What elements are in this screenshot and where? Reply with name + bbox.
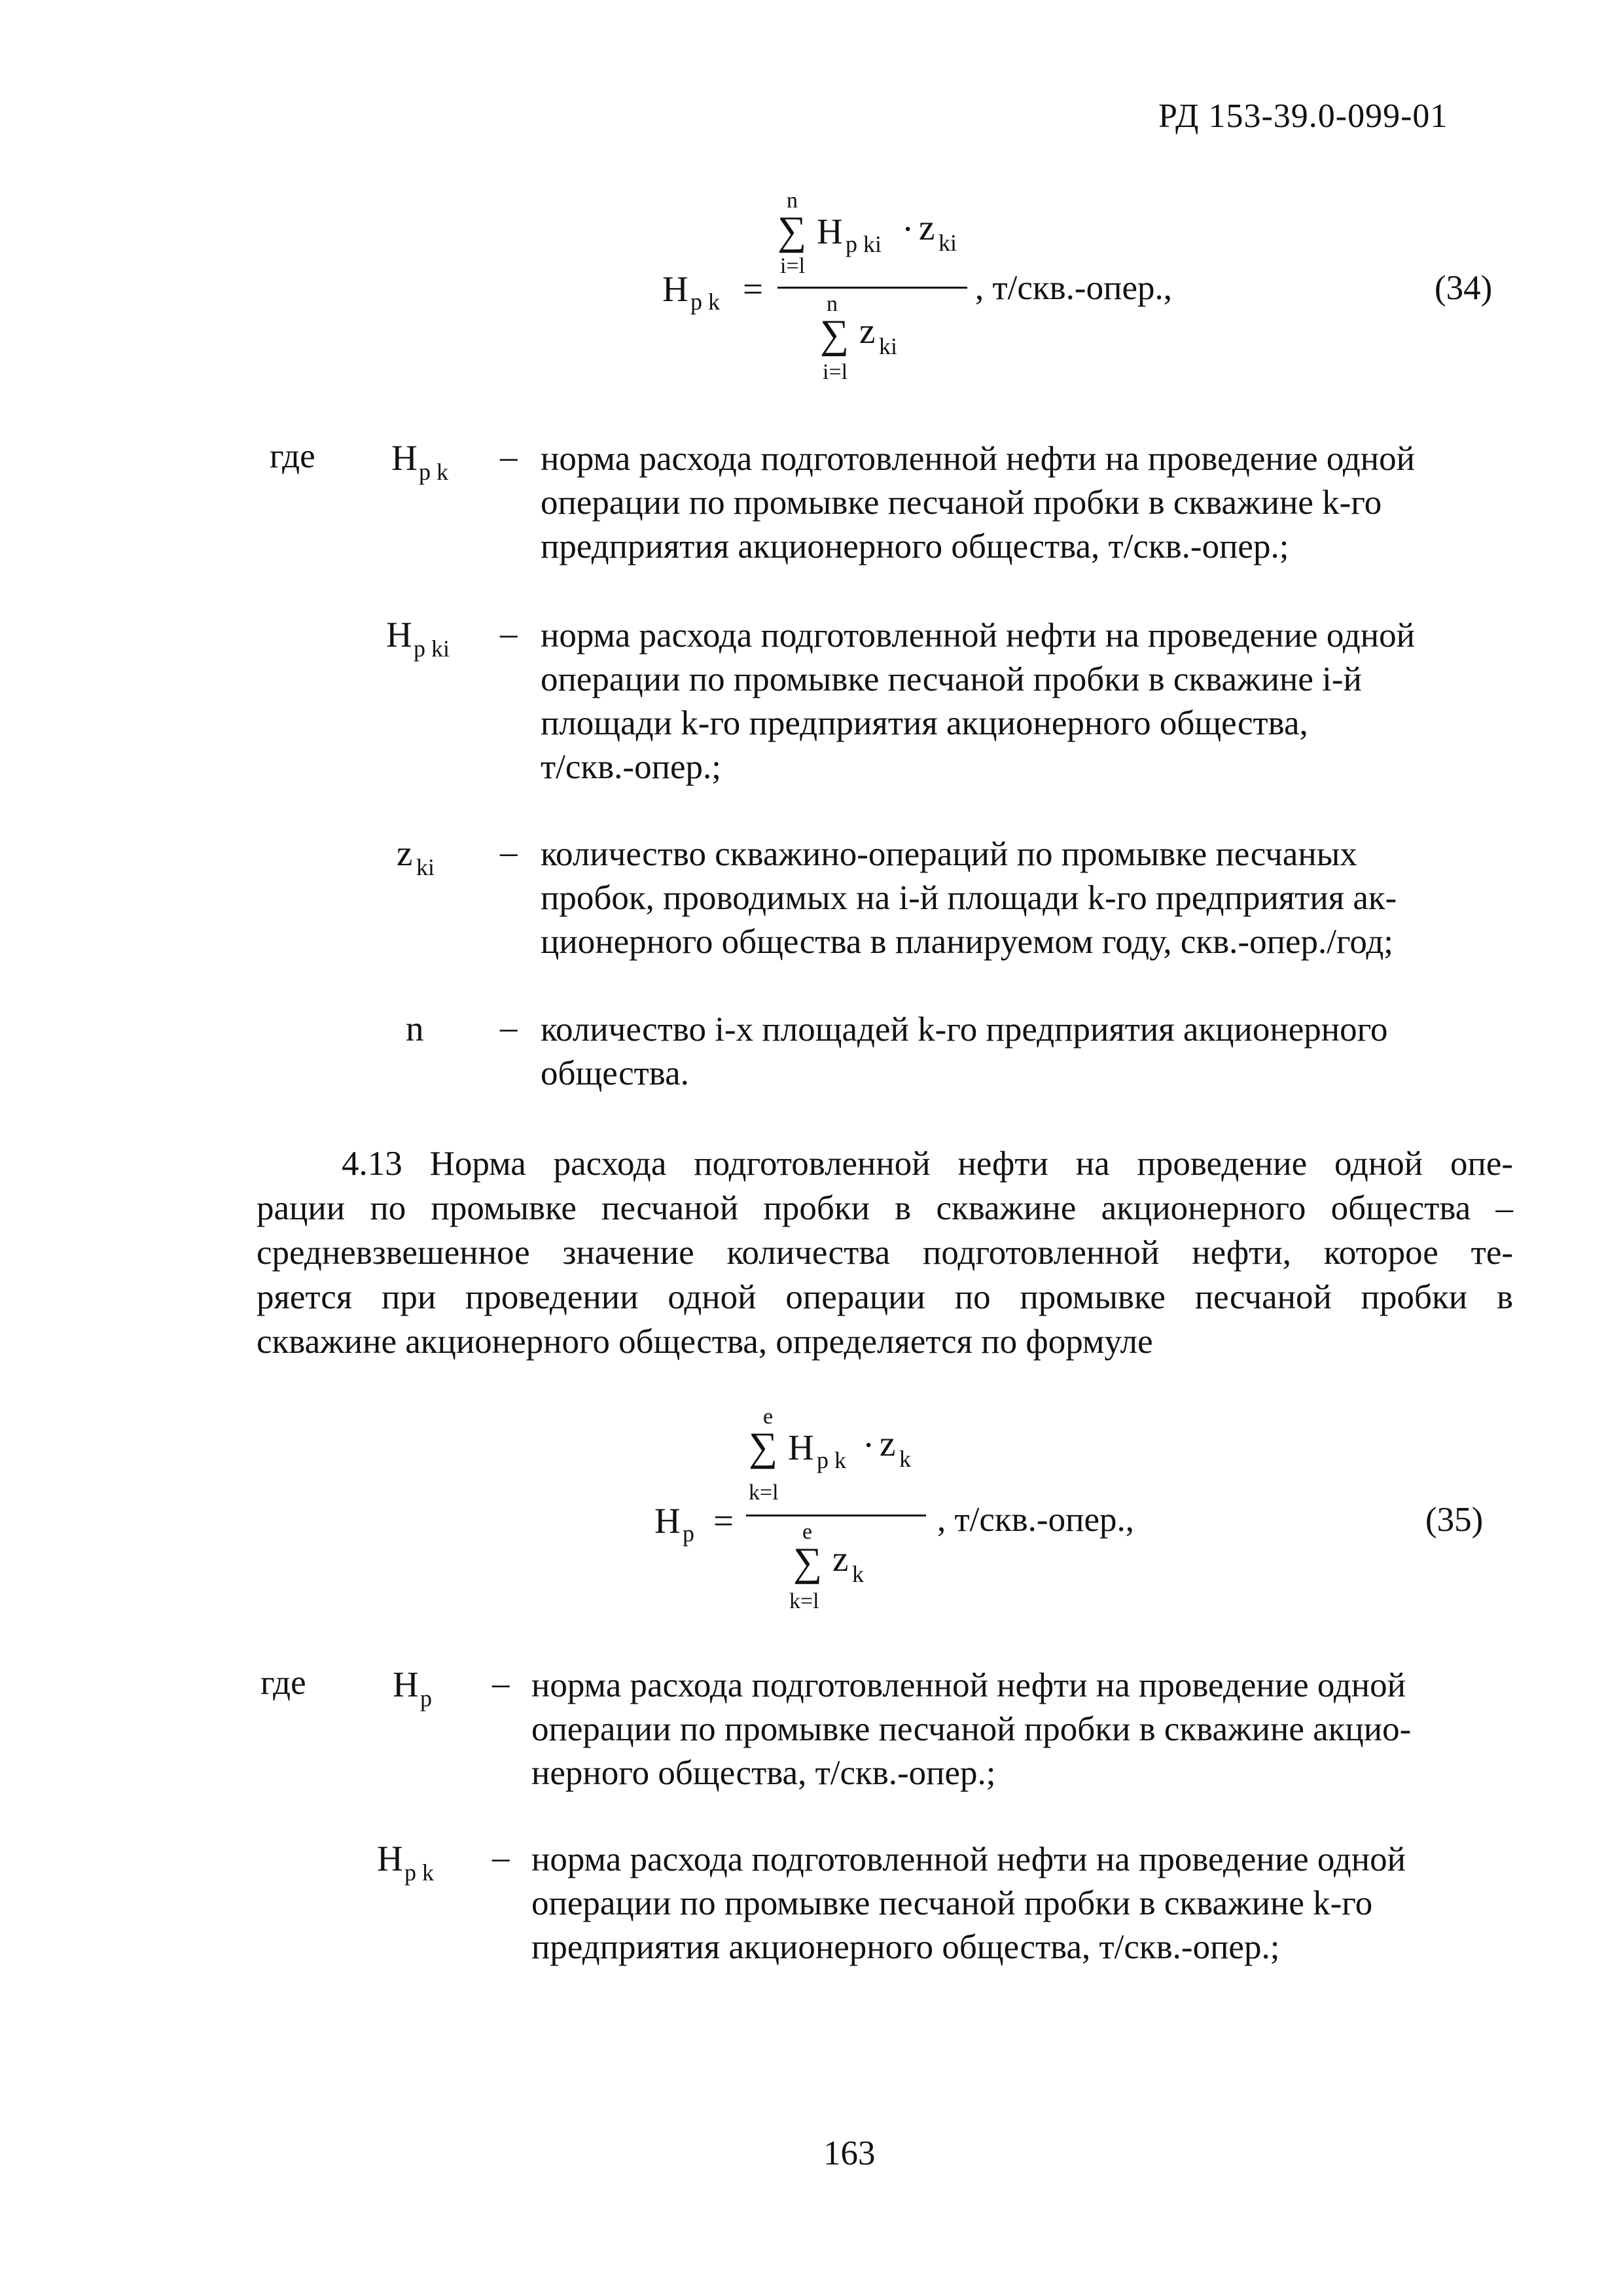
numerator-z: z <box>880 1424 896 1463</box>
numerator-z-subscript: k <box>899 1446 911 1472</box>
numerator-H: H <box>817 211 843 251</box>
definition-text <box>541 614 1623 789</box>
equation-number-34: (34) <box>1435 269 1493 307</box>
definition-text <box>531 1838 1623 1969</box>
definition-line: норма расхода подготовленной нефти на проведение одной <box>531 1666 1406 1704</box>
numerator-H: H <box>788 1427 814 1467</box>
paragraph-line: ряется при проведении одной операции по промывке песчаной пробки в <box>257 1278 1513 1316</box>
lhs-H-subscript: p <box>683 1520 694 1547</box>
equals-sign: = <box>743 269 764 309</box>
sum-lower-limit: k=l <box>749 1480 779 1505</box>
sum-upper-limit: n <box>787 188 798 213</box>
fraction-bar <box>746 1515 926 1516</box>
symbol-subscript: p k <box>404 1859 434 1886</box>
equation-number-35: (35) <box>1425 1501 1484 1539</box>
paragraph-4-13 <box>257 1141 1513 1364</box>
lhs-H: H <box>662 269 688 309</box>
lhs-H: H <box>654 1501 681 1541</box>
definition-line: количество i-х площадей k-го предприятия акционерного <box>541 1011 1388 1049</box>
numerator-z: z <box>919 207 935 247</box>
definition-line: количество скважино-операций по промывке песчаных <box>541 835 1357 873</box>
den-sum-lower-limit: k=l <box>789 1589 819 1613</box>
where-label: где <box>260 1664 306 1702</box>
definition-text <box>541 833 1623 964</box>
denominator-z-subscript: k <box>852 1561 864 1587</box>
document-code: РД 153-39.0-099-01 <box>1158 98 1448 135</box>
dash: – <box>500 1009 518 1047</box>
numerator-z-subscript: ki <box>938 230 957 256</box>
paragraph-line: средневзвешенное значение количества подготовленной нефти, которое те- <box>257 1234 1513 1272</box>
sigma-symbol: ∑ <box>820 312 849 357</box>
definition-line: предприятия акционерного общества, т/скв.-опер.; <box>541 528 1289 565</box>
dash: – <box>500 438 518 476</box>
definition-text <box>541 1008 1623 1096</box>
den-sum-upper-limit: n <box>827 292 838 316</box>
paragraph-line: рации по промывке песчаной пробки в скважине акционерного общества – <box>257 1189 1513 1227</box>
definition-line: операции по промывке песчаной пробки в скважине k-го <box>541 484 1382 522</box>
symbol-H: H <box>391 438 418 478</box>
definition-line: норма расхода подготовленной нефти на проведение одной <box>541 440 1416 478</box>
definition-line: операции по промывке песчаной пробки в скважине i-й <box>541 660 1362 698</box>
numerator-H-subscript: p ki <box>846 231 882 257</box>
denominator-z: z <box>859 311 876 351</box>
symbol-subscript: p k <box>419 459 448 485</box>
definition-text <box>541 437 1623 569</box>
definition-line: норма расхода подготовленной нефти на проведение одной <box>531 1840 1406 1878</box>
denominator-z-subscript: ki <box>879 333 898 359</box>
definition-text <box>531 1664 1623 1795</box>
den-sum-lower-limit: i=l <box>823 360 848 384</box>
symbol-H: H <box>386 615 412 655</box>
multiply-dot: · <box>863 1425 875 1465</box>
definition-line: норма расхода подготовленной нефти на проведение одной <box>541 617 1416 655</box>
numerator-H-subscript: p k <box>817 1447 846 1473</box>
equals-sign: = <box>713 1501 734 1541</box>
definition-line: предприятия акционерного общества, т/скв.-опер.; <box>531 1928 1280 1966</box>
sum-lower-limit: i=l <box>780 254 806 278</box>
symbol-z: z <box>397 833 413 873</box>
paragraph-line: 4.13 Норма расхода подготовленной нефти на проведение одной опе- <box>342 1145 1513 1183</box>
symbol-subscript: p <box>420 1685 432 1712</box>
definition-line: общества. <box>541 1054 689 1092</box>
sigma-symbol: ∑ <box>793 1540 823 1585</box>
definition-line: т/скв.-опер.; <box>541 748 721 786</box>
formula-unit: , т/скв.-опер., <box>937 1501 1134 1539</box>
symbol-subscript: ki <box>416 854 435 880</box>
definition-line: площади k-го предприятия акционерного общества, <box>541 704 1308 742</box>
dash: – <box>500 615 518 653</box>
paragraph-line: скважине акционерного общества, определяется по формуле <box>257 1323 1153 1361</box>
sigma-symbol: ∑ <box>777 209 807 253</box>
symbol-H: H <box>377 1839 403 1878</box>
definition-line: ционерного общества в планируемом году, скв.-опер./год; <box>541 923 1394 961</box>
fraction-bar <box>777 287 967 289</box>
definition-line: операции по промывке песчаной пробки в скважине k-го <box>531 1884 1373 1922</box>
sigma-symbol: ∑ <box>749 1425 778 1469</box>
symbol-H: H <box>393 1664 419 1704</box>
den-sum-upper-limit: e <box>802 1520 813 1544</box>
dash: – <box>492 1839 510 1876</box>
multiply-dot: · <box>902 209 914 249</box>
definition-line: пробок, проводимых на i-й площади k-го предприятия ак- <box>541 879 1397 917</box>
definition-line: операции по промывке песчаной пробки в скважине акцио- <box>531 1710 1412 1748</box>
definition-line: нерного общества, т/скв.-опер.; <box>531 1754 996 1792</box>
symbol-n: n <box>406 1009 424 1049</box>
dash: – <box>492 1664 510 1702</box>
lhs-H-subscript: p k <box>690 289 720 315</box>
where-label: где <box>270 437 315 475</box>
page-number: 163 <box>823 2134 876 2172</box>
symbol-subscript: p ki <box>414 636 450 662</box>
denominator-z: z <box>832 1539 849 1579</box>
formula-unit: , т/скв.-опер., <box>975 269 1172 307</box>
dash: – <box>500 833 518 871</box>
sum-upper-limit: e <box>763 1405 774 1429</box>
